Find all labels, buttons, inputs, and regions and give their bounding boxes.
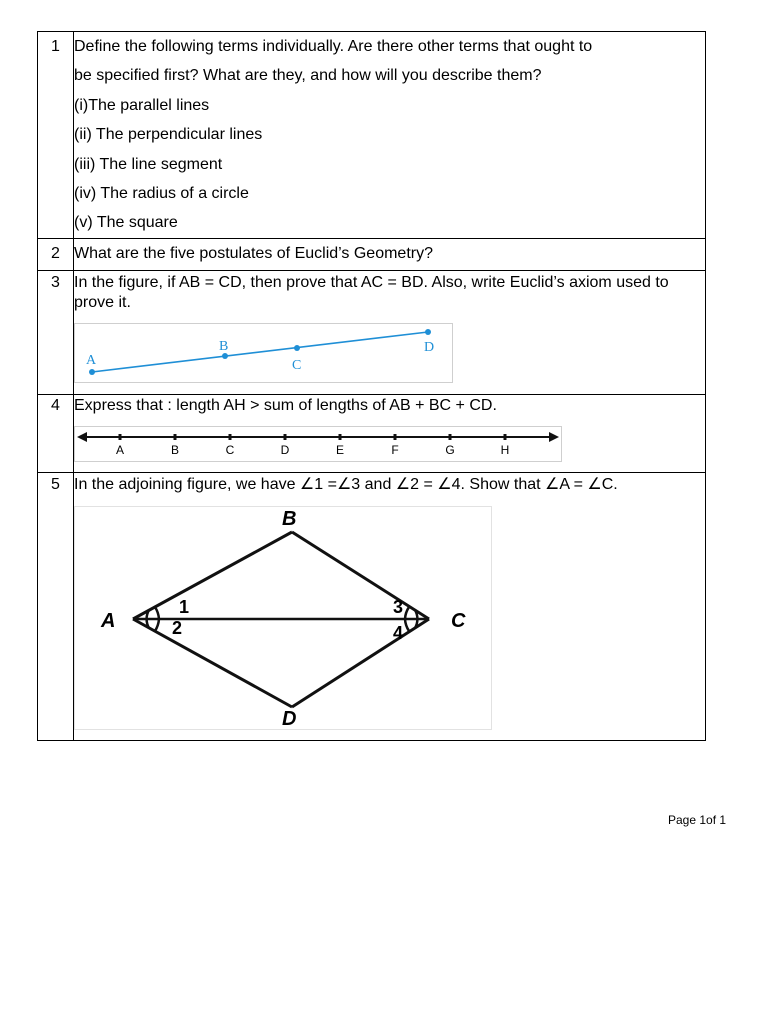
label-b: B	[219, 338, 229, 354]
quadrilateral-figure	[74, 506, 492, 730]
side-da	[133, 619, 292, 707]
segment-figure-svg	[75, 324, 452, 382]
question-body	[74, 32, 706, 239]
point-a	[89, 369, 95, 375]
point-c	[294, 345, 300, 351]
question-1-line-1: Define the following terms individually. Are there other terms that ought to	[74, 38, 593, 55]
side-ab	[133, 532, 292, 619]
question-1-item-i: (i)The parallel lines	[74, 96, 210, 114]
question-number: 5	[38, 472, 74, 740]
left-arrow-icon	[77, 432, 87, 442]
question-number: 2	[38, 238, 74, 270]
question-number: 1	[38, 32, 74, 239]
question-row-1	[38, 32, 706, 239]
number-line-label: H	[500, 442, 510, 457]
question-1-line-2: be specified first? What are they, and how will you describe them?	[74, 67, 542, 85]
number-line-label: F	[391, 442, 399, 457]
angle-label-1: 1	[179, 596, 190, 617]
question-2-text: What are the five postulates of Euclid’s Geometry?	[74, 244, 433, 262]
question-1-item-v: (v) The square	[74, 214, 178, 232]
angle-label-2: 2	[172, 617, 183, 638]
label-d: D	[424, 339, 435, 355]
number-line-label: A	[115, 442, 125, 457]
vertex-label-c: C	[451, 609, 466, 632]
angle-label-4: 4	[393, 622, 404, 643]
vertex-label-b: B	[282, 507, 297, 530]
angle-2-arc	[155, 619, 159, 631]
page-label: Page 1	[668, 813, 707, 827]
label-a: A	[86, 352, 97, 368]
question-number: 3	[38, 270, 74, 394]
quadrilateral-svg	[75, 507, 491, 729]
page-of: of 1	[706, 813, 727, 827]
question-body	[74, 472, 706, 740]
question-row-2	[38, 238, 706, 270]
side-bc	[292, 532, 429, 619]
page-footer	[668, 813, 726, 827]
question-body	[74, 238, 706, 270]
question-5-text: In the adjoining figure, we have ∠1 =∠3 and ∠2 = ∠4. Show that ∠A = ∠C.	[74, 475, 618, 493]
segment-figure	[74, 323, 453, 383]
vertex-label-d: D	[282, 707, 297, 729]
number-line-label: D	[280, 442, 290, 457]
number-line-figure	[74, 426, 562, 462]
number-line-label: E	[335, 442, 345, 457]
question-1-item-ii: (ii) The perpendicular lines	[74, 126, 263, 144]
number-line-svg	[75, 427, 561, 461]
question-3-text: In the figure, if AB = CD, then prove that AC = BD. Also, write Euclid’s axiom used to prove it.	[74, 273, 669, 311]
side-cd	[292, 619, 429, 707]
label-c: C	[292, 357, 302, 373]
question-body	[74, 394, 706, 472]
right-arrow-icon	[549, 432, 559, 442]
question-table	[37, 31, 706, 741]
angle-3-arc	[405, 607, 409, 619]
angle-4-arc	[405, 619, 409, 631]
vertex-label-a: A	[101, 609, 116, 632]
question-4-text: Express that : length AH > sum of lengths of AB + BC + CD.	[74, 396, 497, 414]
point-d	[425, 329, 431, 335]
number-line-label: B	[170, 442, 180, 457]
angle-1-arc	[155, 607, 159, 619]
number-line-label: G	[445, 442, 455, 457]
question-1-item-iv: (iv) The radius of a circle	[74, 184, 249, 202]
question-body	[74, 270, 706, 394]
question-row-3	[38, 270, 706, 394]
question-row-4	[38, 394, 706, 472]
question-row-5	[38, 472, 706, 740]
angle-label-3: 3	[393, 596, 404, 617]
segment-line	[92, 332, 428, 372]
question-number: 4	[38, 394, 74, 472]
question-1-item-iii: (iii) The line segment	[74, 155, 223, 173]
number-line-label: C	[225, 442, 235, 457]
